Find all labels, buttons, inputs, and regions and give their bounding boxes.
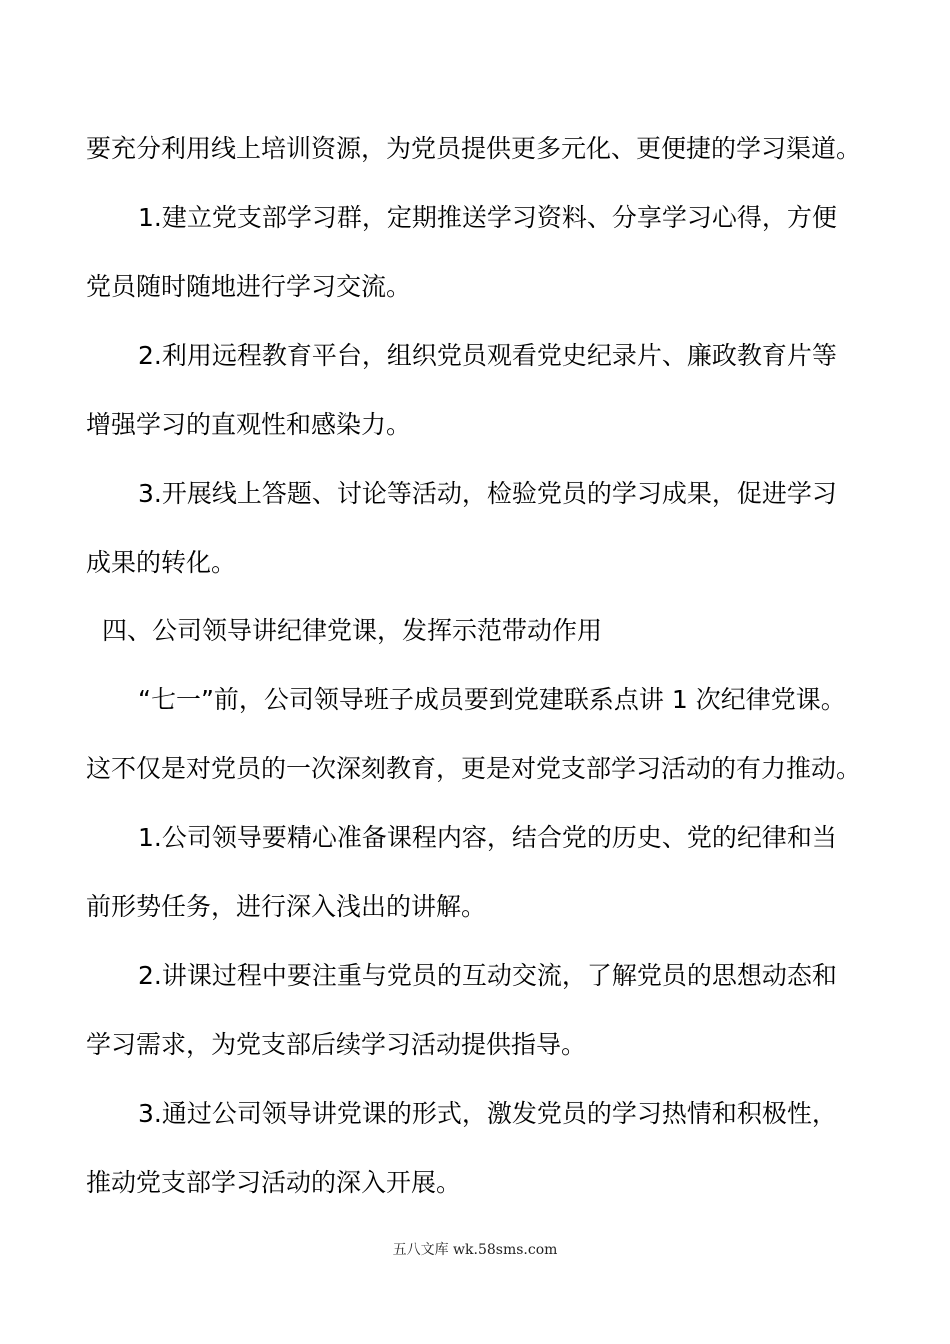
list-item-line: 2.利用远程教育平台，组织党员观看党史纪录片、廉政教育片等 xyxy=(138,341,837,370)
page-footer: 五八文库 wk.58sms.com xyxy=(392,1242,558,1258)
list-item-line: 1.公司领导要精心准备课程内容，结合党的历史、党的纪律和当 xyxy=(138,823,837,852)
list-item-line: 1.建立党支部学习群，定期推送学习资料、分享学习心得，方便 xyxy=(138,203,837,232)
list-item-line: 3.开展线上答题、讨论等活动，检验党员的学习成果，促进学习 xyxy=(138,479,837,508)
list-item-line: 增强学习的直观性和感染力。 xyxy=(86,410,412,439)
list-item-line: 成果的转化。 xyxy=(86,548,237,577)
list-item-line: 2.讲课过程中要注重与党员的互动交流，了解党员的思想动态和 xyxy=(138,961,837,990)
section-heading: 四、公司领导讲纪律党课，发挥示范带动作用 xyxy=(102,616,603,645)
paragraph-line: 要充分利用线上培训资源，为党员提供更多元化、更便捷的学习渠道。 xyxy=(86,134,862,163)
list-item-line: 3.通过公司领导讲党课的形式，激发党员的学习热情和积极性， xyxy=(138,1099,837,1128)
list-item-line: 推动党支部学习活动的深入开展。 xyxy=(86,1168,462,1197)
list-item-line: 前形势任务，进行深入浅出的讲解。 xyxy=(86,892,487,921)
list-item-line: 学习需求，为党支部后续学习活动提供指导。 xyxy=(86,1030,587,1059)
paragraph-line: 这不仅是对党员的一次深刻教育，更是对党支部学习活动的有力推动。 xyxy=(86,754,862,783)
list-item-line: 党员随时随地进行学习交流。 xyxy=(86,272,412,301)
paragraph-line: “七一”前，公司领导班子成员要到党建联系点讲 1 次纪律党课。 xyxy=(138,685,846,714)
